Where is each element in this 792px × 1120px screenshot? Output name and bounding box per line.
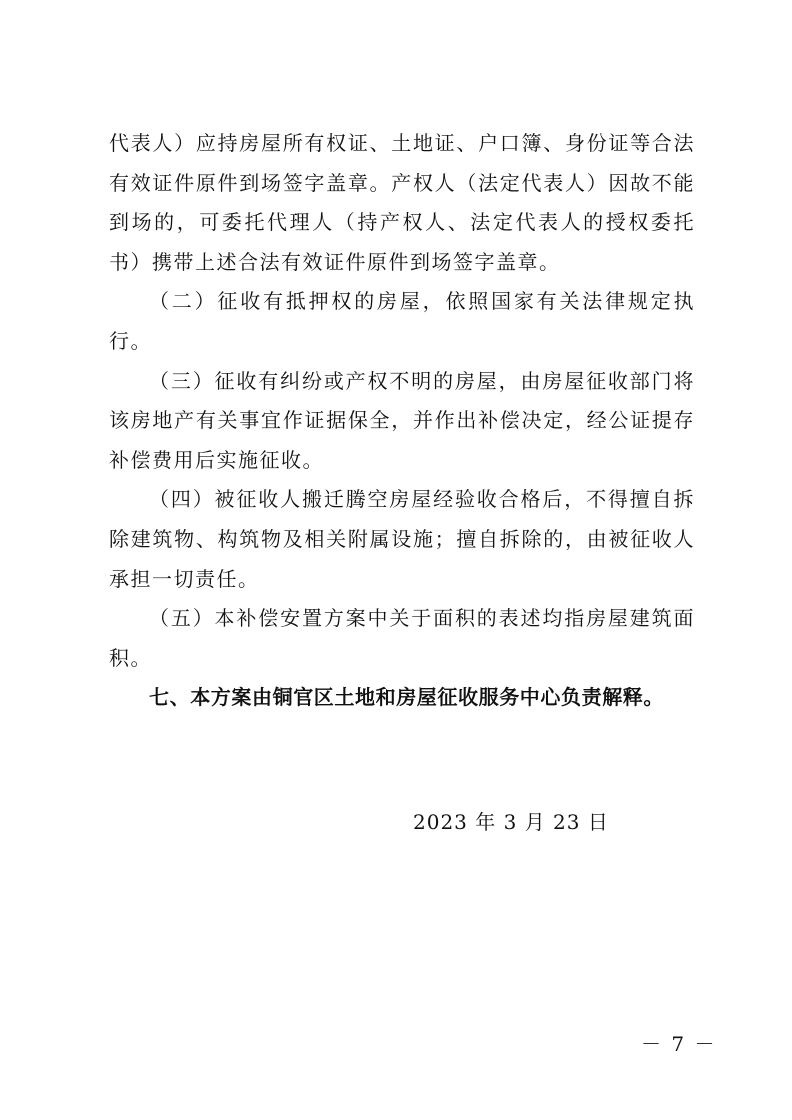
document-date: 2023 年 3 月 23 日 (413, 810, 609, 834)
document-body (109, 124, 695, 718)
paragraph-demolition-rules: （四）被征收人搬迁腾空房屋经验收合格后，不得擅自拆除建筑物、构筑物及相关附属设施；擅自拆除的，由被征收人承担一切责任。 (109, 487, 695, 591)
paragraph-area-definition: （五）本补偿安置方案中关于面积的表述均指房屋建筑面积。 (109, 606, 695, 670)
paragraph-continuation: 代表人）应持房屋所有权证、土地证、户口簿、身份证等合法有效证件原件到场签字盖章。产权人（法定代表人）因故不能到场的，可委托代理人（持产权人、法定代表人的授权委托书）携带上述合法有效证件原件到场签字盖章。 (109, 131, 695, 274)
page-number: － 7 － (641, 1032, 717, 1056)
paragraph-mortgaged-houses: （二）征收有抵押权的房屋，依照国家有关法律规定执行。 (109, 289, 695, 353)
paragraph-disputed-houses: （三）征收有纠纷或产权不明的房屋，由房屋征收部门将该房地产有关事宜作证据保全，并作出补偿决定，经公证提存补偿费用后实施征收。 (109, 368, 695, 472)
section-heading-interpretation: 七、本方案由铜官区土地和房屋征收服务中心负责解释。 (149, 685, 664, 710)
